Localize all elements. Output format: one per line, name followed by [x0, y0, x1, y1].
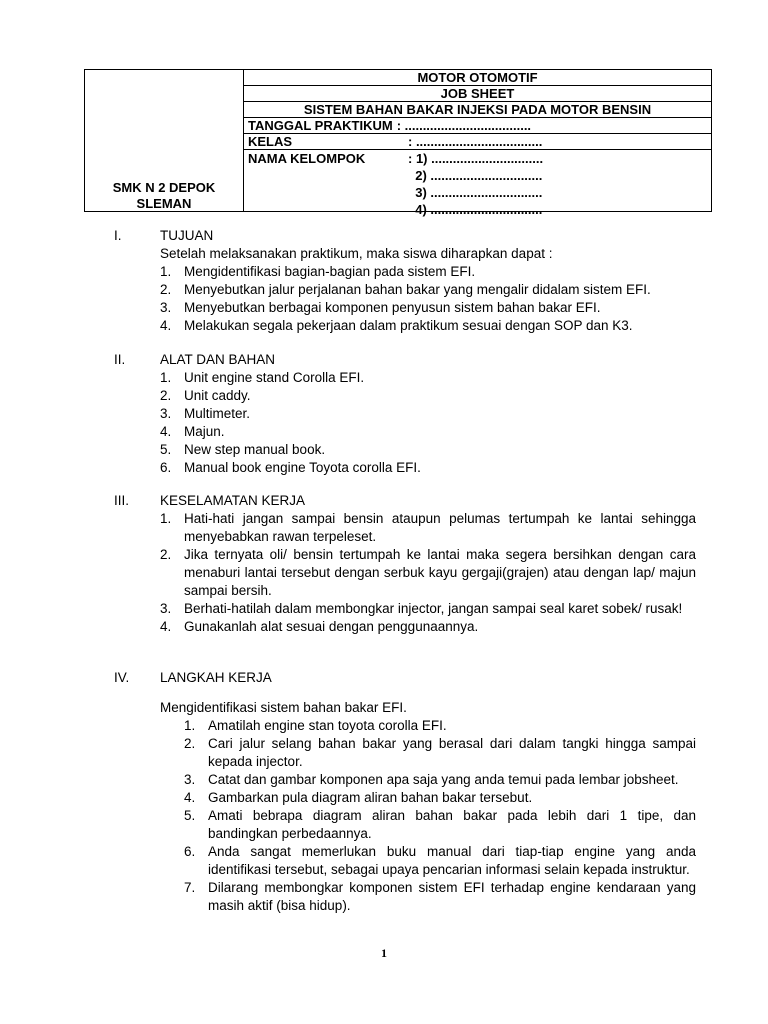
tanggal-label: TANGGAL PRAKTIKUM	[248, 118, 393, 133]
item-text: Majun.	[184, 424, 225, 439]
kelompok-member-1: : 1) ...............................	[408, 151, 544, 166]
list-item	[184, 771, 696, 789]
item-number: 1.	[184, 718, 196, 733]
list-item	[184, 717, 696, 735]
item-number: 4.	[160, 424, 172, 439]
list-item	[160, 546, 696, 600]
item-text: Jika ternyata oli/ bensin tertumpah ke lantai maka segera bersihkan dengan cara menaburi lantai tersebut dengan serbuk kayu gergaji(grajen) atau dengan lap/ majun sampai bersih.	[184, 547, 696, 598]
item-number: 6.	[184, 844, 196, 859]
item-number: 4.	[184, 790, 196, 805]
item-text: Gambarkan pula diagram aliran bahan bakar tersebut.	[208, 790, 533, 805]
list-item	[160, 387, 696, 405]
section-title: ALAT DAN BAHAN	[160, 352, 276, 367]
kelompok-label: NAMA KELOMPOK	[248, 151, 366, 166]
item-text: Amati bebrapa diagram aliran bahan bakar pada lebih dari 1 tipe, dan bandingkan perbedaannya.	[208, 808, 696, 841]
item-number: 1.	[160, 264, 172, 279]
section-heading	[114, 669, 696, 687]
header-topic: SISTEM BAHAN BAKAR INJEKSI PADA MOTOR BENSIN	[244, 102, 711, 118]
kelompok-members	[408, 150, 543, 218]
list-item	[184, 807, 696, 843]
item-number: 2.	[160, 388, 172, 403]
item-text: Cari jalur selang bahan bakar yang berasal dari dalam tangki hingga sampai kepada injector.	[208, 736, 696, 769]
item-text: Gunakanlah alat sesuai dengan penggunaannya.	[184, 619, 479, 634]
item-text: Catat dan gambar komponen apa saja yang anda temui pada lembar jobsheet.	[208, 772, 679, 787]
item-text: Berhati-hatilah dalam membongkar injector, jangan sampai seal karet sobek/ rusak!	[184, 601, 683, 616]
list-item	[160, 618, 696, 636]
item-number: 2.	[160, 282, 172, 297]
section-list	[160, 717, 696, 915]
section-number: II.	[114, 352, 126, 367]
section-body	[114, 369, 696, 477]
list-item	[160, 369, 696, 387]
list-item	[160, 441, 696, 459]
school-cell	[85, 70, 244, 211]
item-number: 4.	[160, 318, 172, 333]
list-item	[184, 843, 696, 879]
section-title: TUJUAN	[160, 228, 214, 243]
item-number: 7.	[184, 880, 196, 895]
section-intro: Setelah melaksanakan praktikum, maka siswa diharapkan dapat :	[160, 246, 553, 261]
item-text: Melakukan segala pekerjaan dalam praktikum sesuai dengan SOP dan K3.	[184, 318, 633, 333]
section-intro: Mengidentifikasi sistem bahan bakar EFI.	[160, 700, 407, 715]
list-item	[160, 299, 696, 317]
item-text: Menyebutkan berbagai komponen penyusun sistem bahan bakar EFI.	[184, 300, 601, 315]
item-text: Unit engine stand Corolla EFI.	[184, 370, 365, 385]
item-text: Manual book engine Toyota corolla EFI.	[184, 460, 421, 475]
tanggal-row	[244, 118, 711, 134]
item-number: 3.	[184, 772, 196, 787]
section-keselamatan-kerja	[114, 492, 696, 636]
section-heading	[114, 227, 696, 245]
item-number: 4.	[160, 619, 172, 634]
header-info	[244, 70, 711, 217]
section-list	[160, 369, 696, 477]
section-body	[114, 687, 696, 915]
kelas-label: KELAS	[248, 134, 293, 149]
section-number: III.	[114, 493, 130, 508]
kelompok-member-4: 4) ...............................	[408, 202, 543, 217]
item-number: 2.	[160, 547, 172, 562]
item-number: 6.	[160, 460, 172, 475]
list-item	[184, 879, 696, 915]
section-alat-dan-bahan	[114, 351, 696, 477]
tanggal-value: : ...................................	[396, 118, 532, 133]
list-item	[160, 281, 696, 299]
section-body	[114, 245, 696, 335]
section-title: KESELAMATAN KERJA	[160, 493, 306, 508]
item-text: Anda sangat memerlukan buku manual dari tiap-tiap engine yang anda identifikasi tersebut, sebagai upaya pencarian informasi selain kepada instruktur.	[208, 844, 696, 877]
header-subject: MOTOR OTOMOTIF	[244, 70, 711, 86]
section-number: I.	[114, 228, 122, 243]
item-text: Dilarang membongkar komponen sistem EFI terhadap engine kendaraan yang masih aktif (bisa hidup).	[208, 880, 696, 913]
kelompok-member-2: 2) ...............................	[408, 168, 543, 183]
item-text: Hati-hati jangan sampai bensin ataupun pelumas tertumpah ke lantai sehingga menyebabkan rawan terpeleset.	[184, 511, 696, 544]
list-item	[160, 600, 696, 618]
item-number: 5.	[160, 442, 172, 457]
item-number: 3.	[160, 406, 172, 421]
list-item	[160, 423, 696, 441]
kelompok-member-3: 3) ...............................	[408, 185, 543, 200]
item-number: 1.	[160, 511, 172, 526]
item-text: Multimeter.	[184, 406, 251, 421]
kelas-row	[244, 134, 711, 150]
header-table	[84, 69, 712, 217]
list-item	[160, 459, 696, 477]
item-number: 3.	[160, 300, 172, 315]
item-text: New step manual book.	[184, 442, 326, 457]
section-heading	[114, 492, 696, 510]
school-name: SMK N 2 DEPOK SLEMAN	[112, 180, 216, 211]
item-number: 1.	[160, 370, 172, 385]
kelompok-row	[244, 150, 711, 218]
list-item	[160, 263, 696, 281]
item-text: Mengidentifikasi bagian-bagian pada sistem EFI.	[184, 264, 476, 279]
item-text: Unit caddy.	[184, 388, 251, 403]
list-item	[184, 789, 696, 807]
list-item	[160, 510, 696, 546]
page-number: 1	[381, 946, 387, 960]
section-body	[114, 510, 696, 636]
item-text: Menyebutkan jalur perjalanan bahan bakar yang mengalir didalam sistem EFI.	[184, 282, 651, 297]
list-item	[160, 405, 696, 423]
section-title: LANGKAH KERJA	[160, 670, 272, 685]
item-number: 2.	[184, 736, 196, 751]
item-text: Amatilah engine stan toyota corolla EFI.	[208, 718, 447, 733]
section-list	[160, 510, 696, 636]
item-number: 5.	[184, 808, 196, 823]
header-doc-type: JOB SHEET	[244, 86, 711, 102]
section-langkah-kerja	[114, 669, 696, 915]
section-number: IV.	[114, 670, 130, 685]
item-number: 3.	[160, 601, 172, 616]
section-tujuan	[114, 227, 696, 335]
kelas-value: : ...................................	[408, 134, 543, 149]
list-item	[160, 317, 696, 335]
section-list	[160, 263, 696, 335]
section-heading	[114, 351, 696, 369]
list-item	[184, 735, 696, 771]
